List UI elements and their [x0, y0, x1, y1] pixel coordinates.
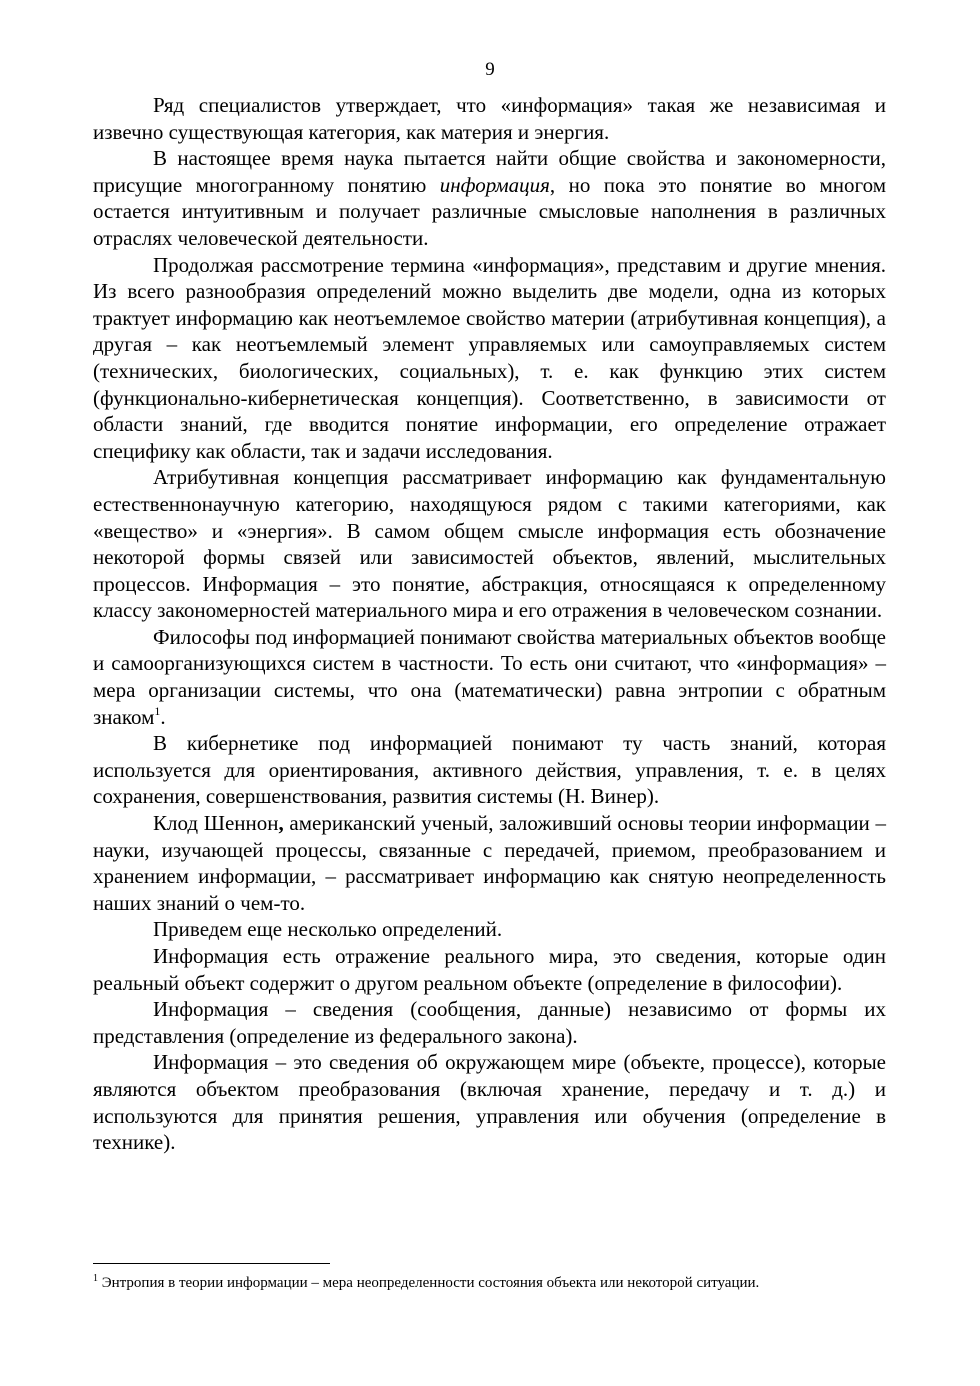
paragraph-4-text: Атрибутивная концепция рассматривает информацию как фундаментальную естественнонаучную категорию, находящуюся рядом с такими категориями, как «вещество» и «энергия». В самом общем смысле информация есть обозначение некоторой формы связей или зависимостей объектов, явлений, мыслительных процессов. Информация – это понятие, абстракция, относящаяся к определенному классу закономерностей материального мира и его отражения в человеческом сознании. — [93, 465, 886, 623]
paragraph-10 — [93, 996, 886, 1049]
paragraph-2-text-before: В настоящее время наука пытается найти общие свойства и закономерности, присущие многогранному понятию — [93, 146, 886, 197]
paragraph-7-text-after: американский ученый, заложивший основы теории информации – науки, изучающей процессы, связанные с передачей, приемом, преобразованием и хранением информации, – рассматривает информацию как снятую неопределенность наших знаний о чем-то. — [93, 811, 886, 915]
footnote-reference[interactable]: 1 — [154, 703, 161, 718]
paragraph-5-text-after: . — [160, 704, 166, 729]
paragraph-2-emphasis: информация — [439, 172, 550, 197]
paragraph-8-text: Приведем еще несколько определений. — [153, 917, 503, 942]
paragraph-2 — [93, 145, 886, 251]
paragraph-7-bold: , — [278, 811, 284, 836]
paragraph-11 — [93, 1049, 886, 1155]
paragraph-1 — [93, 92, 886, 145]
paragraph-9 — [93, 943, 886, 996]
paragraph-3-text: Продолжая рассмотрение термина «информация», представим и другие мнения. Из всего разнообразия определений можно выделить две модели, одна из которых трактует информацию как неотъемлемое свойство материи (атрибутивная концепция), а другая – как неотъемлемый элемент управляемых или самоуправляемых систем (технических, биологических, социальных), т. е. как функцию этих систем (функционально-кибернетическая концепция). Соответственно, в зависимости от области знаний, где вводится понятие информации, его определение отражает специфику как области, так и задачи исследования. — [93, 252, 886, 463]
paragraph-6 — [93, 730, 886, 810]
paragraph-9-text: Информация есть отражение реального мира, это сведения, которые один реальный объект содержит о другом реальном объекте (определение в философии). — [93, 944, 886, 995]
page-number: 9 — [485, 59, 495, 80]
paragraph-5 — [93, 624, 886, 730]
footnote-text: Энтропия в теории информации – мера неопределенности состояния объекта или некоторой ситуации. — [98, 1275, 760, 1291]
paragraph-5-text: Философы под информацией понимают свойства материальных объектов вообще и самоорганизующихся систем в частности. То есть они считают, что «информация» – мера организации системы, что она (математически) равна энтропии с обратным знаком — [93, 624, 886, 729]
paragraph-6-text: В кибернетике под информацией понимают ту часть знаний, которая используется для ориентирования, активного действия, управления, т. е. в целях сохранения, совершенствования, развития системы (Н. Винер). — [93, 731, 886, 809]
footnote — [93, 1273, 886, 1293]
body-text — [93, 92, 886, 1156]
paragraph-4 — [93, 464, 886, 624]
paragraph-3 — [93, 252, 886, 465]
footnote-mark: 1 — [93, 1273, 98, 1284]
paragraph-10-text: Информация – сведения (сообщения, данные) независимо от формы их представления (определение из федерального закона). — [93, 997, 886, 1048]
paragraph-8 — [93, 916, 886, 943]
paragraph-11-text: Информация – это сведения об окружающем мире (объекте, процессе), которые являются объектом преобразования (включая хранение, передачу и т. д.) и используются для принятия решения, управления или обучения (определение в технике). — [93, 1050, 886, 1155]
paragraph-7-text-before: Клод Шеннон — [153, 811, 279, 836]
paragraph-7 — [93, 810, 886, 916]
footnote-separator — [93, 1263, 330, 1264]
paragraph-2-text-after: , но пока это понятие во многом остается интуитивным и получает различные смысловые наполнения в различных отраслях человеческой деятельности. — [93, 172, 886, 250]
paragraph-1-text: Ряд специалистов утверждает, что «информация» такая же независимая и извечно существующая категория, как материя и энергия. — [93, 93, 886, 144]
